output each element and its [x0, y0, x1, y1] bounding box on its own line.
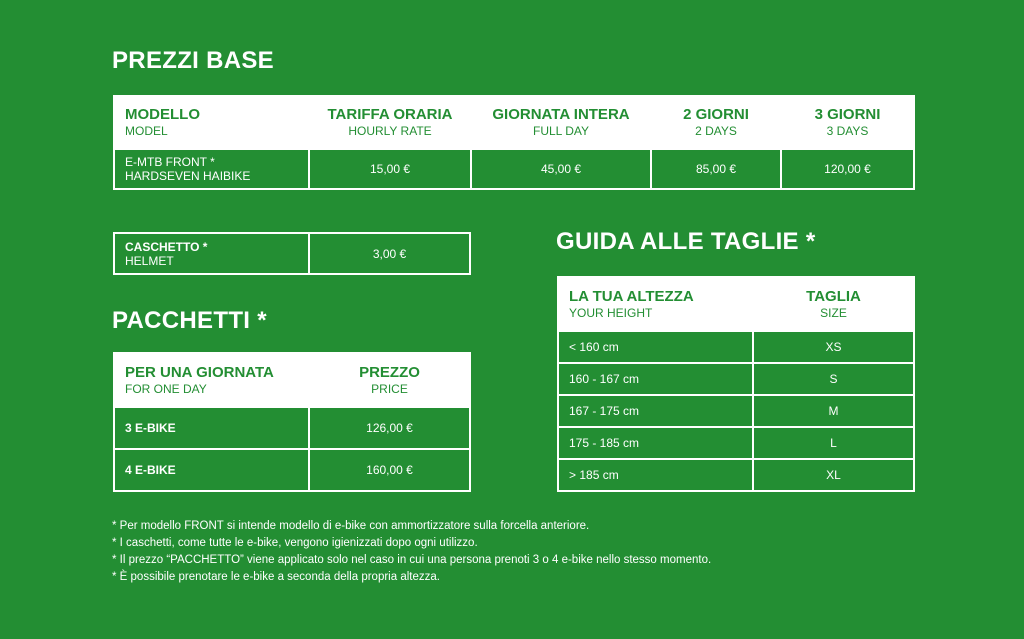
footnote: * I caschetti, come tutte le e-bike, vengono igienizzati dopo ogni utilizzo.	[112, 537, 478, 549]
prezzi-base-title: PREZZI BASE	[112, 47, 274, 74]
table-row	[114, 407, 470, 449]
three-days-price: 120,00 €	[781, 149, 914, 189]
header-one-day: PER UNA GIORNATA FOR ONE DAY	[114, 353, 309, 407]
size-cell: S	[753, 363, 914, 395]
hourly-price: 15,00 €	[309, 149, 471, 189]
package-price: 160,00 €	[309, 449, 470, 491]
table-row	[114, 449, 470, 491]
two-days-price: 85,00 €	[651, 149, 781, 189]
table-row	[558, 331, 914, 363]
table-row	[558, 427, 914, 459]
package-table	[113, 352, 471, 492]
package-price: 126,00 €	[309, 407, 470, 449]
header-3-days: 3 GIORNI 3 DAYS	[781, 96, 914, 149]
helmet-table	[113, 232, 471, 275]
package-label: 3 E-BIKE	[114, 407, 309, 449]
table-row	[114, 149, 914, 189]
header-model: MODELLO MODEL	[114, 96, 309, 149]
height-cell: 160 - 167 cm	[558, 363, 753, 395]
header-2-days: 2 GIORNI 2 DAYS	[651, 96, 781, 149]
header-price: PREZZO PRICE	[309, 353, 470, 407]
header-hourly-rate: TARIFFA ORARIA HOURLY RATE	[309, 96, 471, 149]
helmet-price: 3,00 €	[309, 233, 470, 274]
size-cell: L	[753, 427, 914, 459]
size-guide-title: GUIDA ALLE TAGLIE *	[556, 228, 816, 255]
package-label: 4 E-BIKE	[114, 449, 309, 491]
height-cell: 175 - 185 cm	[558, 427, 753, 459]
table-row	[558, 363, 914, 395]
table-row	[558, 395, 914, 427]
helmet-label: CASCHETTO * HELMET	[114, 233, 309, 274]
base-price-table	[113, 95, 915, 190]
table-row	[558, 459, 914, 491]
header-size: TAGLIA SIZE	[753, 277, 914, 331]
header-full-day: GIORNATA INTERA FULL DAY	[471, 96, 651, 149]
size-cell: XL	[753, 459, 914, 491]
model-cell: E-MTB FRONT * HARDSEVEN HAIBIKE	[114, 149, 309, 189]
header-height: LA TUA ALTEZZA YOUR HEIGHT	[558, 277, 753, 331]
size-cell: M	[753, 395, 914, 427]
table-row	[114, 233, 470, 274]
size-guide-table	[557, 276, 915, 492]
pacchetti-title: PACCHETTI *	[112, 307, 267, 334]
footnote: * È possibile prenotare le e-bike a seconda della propria altezza.	[112, 571, 440, 583]
footnotes	[112, 518, 711, 586]
height-cell: < 160 cm	[558, 331, 753, 363]
full-day-price: 45,00 €	[471, 149, 651, 189]
footnote: * Per modello FRONT si intende modello di e-bike con ammortizzatore sulla forcella anteriore.	[112, 520, 590, 532]
footnote: * Il prezzo “PACCHETTO” viene applicato solo nel caso in cui una persona prenoti 3 o 4 e-bike nello stesso momento.	[112, 554, 712, 566]
size-cell: XS	[753, 331, 914, 363]
height-cell: > 185 cm	[558, 459, 753, 491]
height-cell: 167 - 175 cm	[558, 395, 753, 427]
